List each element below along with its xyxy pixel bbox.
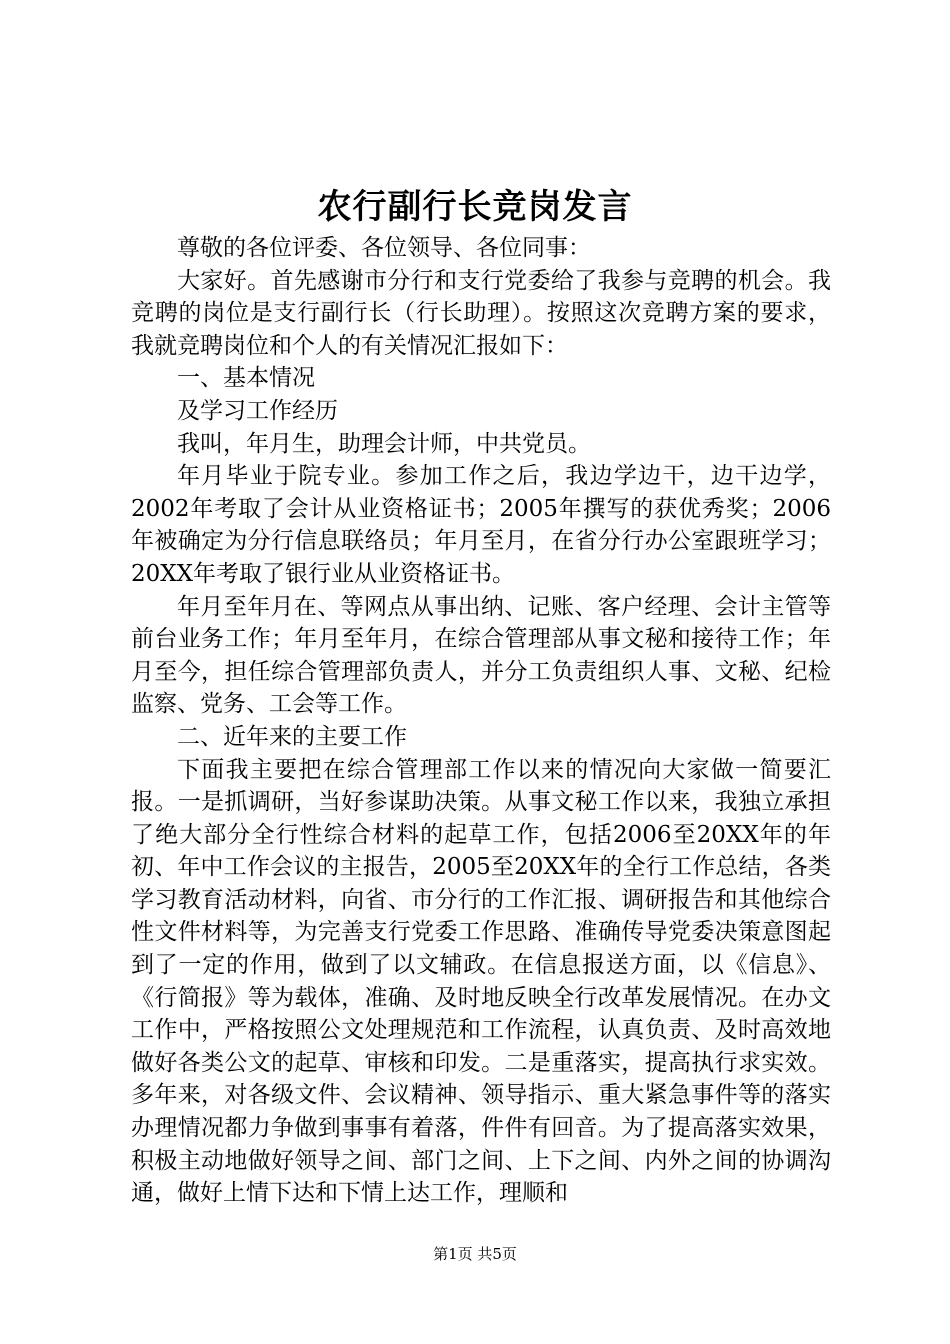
- paragraph-greeting: 大家好。首先感谢市分行和支行党委给了我参与竞聘的机会。我竞聘的岗位是支行副行长（行长助理）。按照这次竞聘方案的要求，我就竞聘岗位和个人的有关情况汇报如下：: [131, 267, 831, 359]
- paragraph-work-history: 年月至年月在、等网点从事出纳、记账、客户经理、会计主管等前台业务工作；年月至年月，在综合管理部从事文秘和接待工作；年月至今，担任综合管理部负责人，并分工负责组织人事、文秘、纪检监察、党务、工会等工作。: [131, 593, 831, 718]
- section-subheading-experience: 及学习工作经历: [177, 397, 338, 424]
- paragraph-main-work: 下面我主要把在综合管理部工作以来的情况向大家做一简要汇报。一是抓调研，当好参谋助决策。从事文秘工作以来，我独立承担了绝大部分全行性综合材料的起草工作，包括2006至20XX年的年初、年中工作会议的主报告，2005至20XX年的全行工作总结，各类学习教育活动材料，向省、市分行的工作汇报、调研报告和其他综合性文件材料等，为完善支行党委工作思路、准确传导党委决策意图起到了一定的作用，做到了以文辅政。在信息报送方面，以《信息》、《行简报》等为载体，准确、及时地反映全行改革发展情况。在办文工作中，严格按照公文处理规范和工作流程，认真负责、及时高效地做好各类公文的起草、审核和印发。二是重落实，提高执行求实效。多年来，对各级文件、会议精神、领导指示、重大紧急事件等的落实办理情况都力争做到事事有着落，件件有回音。为了提高落实效果，积极主动地做好领导之间、部门之间、上下之间、内外之间的协调沟通，做好上情下达和下情上达工作，理顺和: [131, 756, 831, 1207]
- section-heading-main-work: 二、近年来的主要工作: [177, 723, 407, 750]
- paragraph-salutation: 尊敬的各位评委、各位领导、各位同事：: [177, 235, 591, 261]
- document-title: 农行副行长竞岗发言: [317, 187, 633, 227]
- page-footer: 第1页 共5页: [433, 1245, 517, 1263]
- paragraph-education: 年月毕业于院专业。参加工作之后，我边学边干，边干边学，2002年考取了会计从业资格证书；2005年撰写的获优秀奖；2006年被确定为分行信息联络员；年月至月，在省分行办公室跟班学习；20XX年考取了银行业从业资格证书。: [131, 463, 831, 587]
- section-heading-basic-info: 一、基本情况: [177, 365, 315, 392]
- paragraph-self-intro: 我叫，年月生，助理会计师，中共党员。: [177, 430, 591, 457]
- document-body: [131, 232, 831, 1210]
